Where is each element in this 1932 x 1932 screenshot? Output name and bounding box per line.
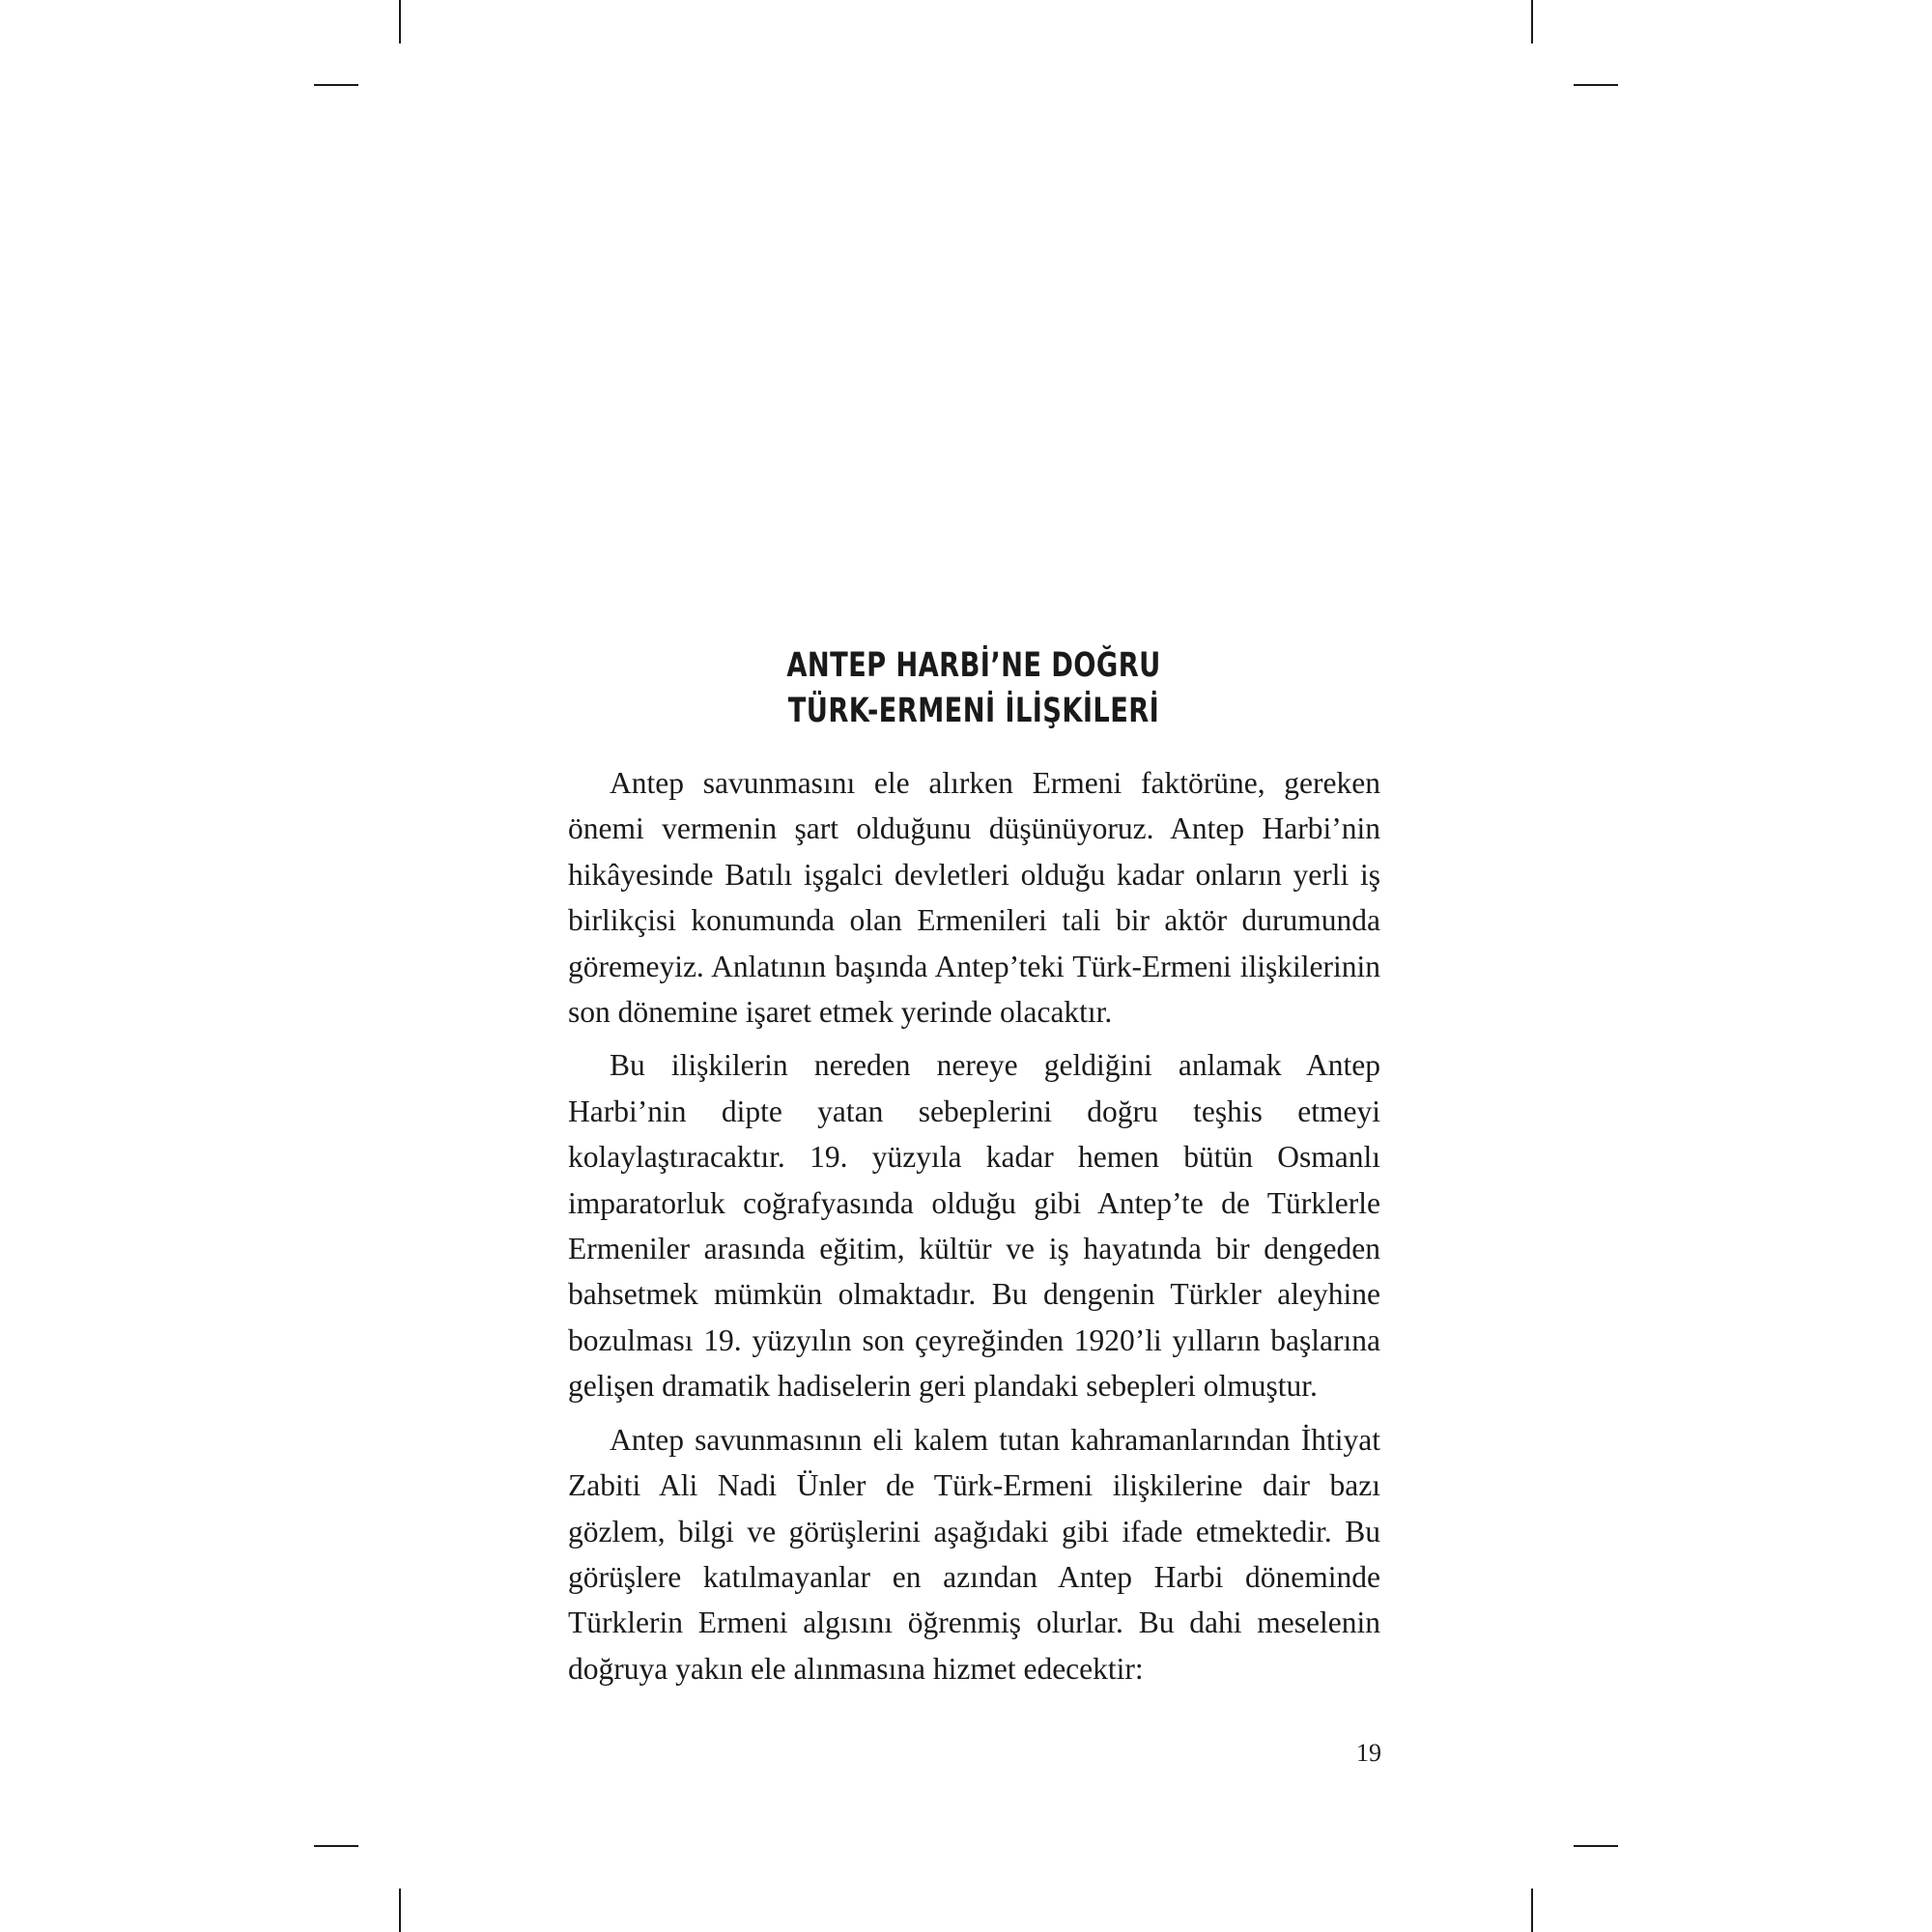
chapter-title-line-2: TÜRK-ERMENİ İLİŞKİLERİ [787, 692, 1160, 730]
chapter-title [657, 643, 1290, 734]
paragraph-2: Bu ilişkilerin nereden nereye geldiğini anlamak Antep Harbi’nin dipte yatan sebeplerini doğru teşhis etmeyi kolaylaştıracaktır. 19. yüzyıla kadar hemen bütün Osmanlı imparatorluk coğrafyasında olduğu gibi Antep’te de Türklerle Ermeniler arasında eğitim, kültür ve iş hayatında bir dengeden bahsetmek mümkün olmaktadır. Bu dengenin Türkler aleyhine bozulması 19. yüzyılın son çeyreğinden 1920’li yılların başlarına gelişen dramatik hadiselerin geri plandaki sebepleri olmuştur. [568, 1048, 1380, 1404]
paragraph-1: Antep savunmasını ele alırken Ermeni faktörüne, gereken önemi vermenin şart olduğunu düşünüyoruz. Antep Harbi’nin hikâyesinde Batılı işgalci devletleri olduğu kadar onların yerli iş birlikçisi konumunda olan Ermenileri tali bir aktör durumunda göremeyiz. Anlatının başında Antep’teki Türk-Ermeni ilişkilerinin son dönemine işaret etmek yerinde olacaktır. [568, 766, 1380, 1030]
crop-mark-bottom-left-horizontal [314, 1845, 358, 1847]
crop-mark-bottom-left-vertical [399, 1889, 401, 1932]
crop-mark-top-right-horizontal [1574, 84, 1618, 86]
paragraph-3: Antep savunmasının eli kalem tutan kahramanlarından İhtiyat Zabiti Ali Nadi Ünler de Türk-Ermeni ilişkilerine dair bazı gözlem, bilgi ve görüşlerini aşağıdaki gibi ifade etmektedir. Bu görüşlere katılmayanlar en azından Antep Harbi döneminde Türklerin Ermeni algısını öğrenmiş olurlar. Bu dahi meselenin doğruya yakın ele alınmasına hizmet edecektir: [568, 1422, 1380, 1686]
body-text [568, 760, 1380, 1699]
crop-mark-bottom-right-vertical [1531, 1889, 1533, 1932]
crop-mark-top-left-horizontal [314, 84, 358, 86]
crop-mark-top-right-vertical [1531, 0, 1533, 43]
crop-mark-bottom-right-horizontal [1574, 1845, 1618, 1847]
crop-mark-top-left-vertical [399, 0, 401, 43]
page-number: 19 [1356, 1739, 1381, 1767]
chapter-title-line-1: ANTEP HARBİ’NE DOĞRU [786, 646, 1161, 685]
